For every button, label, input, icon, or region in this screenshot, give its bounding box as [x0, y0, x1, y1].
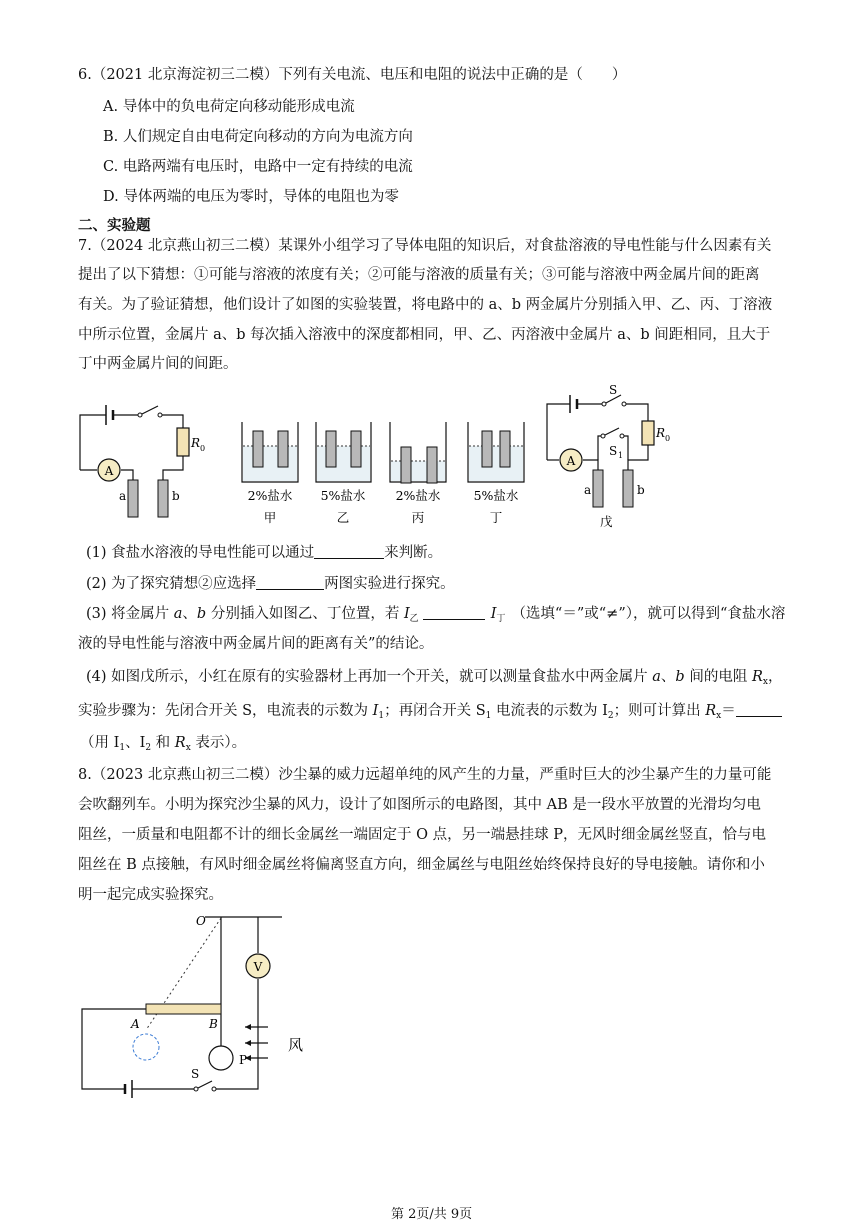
beaker-conc: 5%盐水 [473, 488, 519, 503]
label-b: b [172, 489, 180, 503]
label-s: S [191, 1067, 200, 1081]
switch-s1-label: S [609, 444, 618, 458]
label-wind: 风 [288, 1036, 304, 1054]
ammeter-label: A [566, 454, 576, 468]
q7-part-1: (1) 食盐水溶液的导电性能可以通过 来判断。 [86, 545, 443, 561]
label-b: b [637, 483, 645, 497]
switch-s-label: S [609, 383, 618, 397]
q8-stem-line: 阻丝在 B 点接触，有风时细金属丝将偏离竖直方向，细金属丝与电阻丝始终保持良好的导电接触。请你和小 [78, 857, 765, 873]
q7-part-4-line1: (4) 如图戊所示，小红在原有的实验器材上再加一个开关，就可以测量食盐水中两金属片 a、b 间的电阻 $R_x$， [86, 669, 783, 687]
switch-s1-sub: 1 [618, 451, 624, 460]
r0-label: R [191, 436, 201, 450]
q6-option-b: B. 人们规定自由电荷定向移动的方向为电流方向 [103, 129, 413, 145]
r0-sub: 0 [665, 434, 671, 443]
q7-part-2: (2) 为了探究猜想②应选择 两图实验进行探究。 [86, 576, 455, 592]
q7-part-3-line2: 液的导电性能与溶液中两金属片间的距离有关”的结论。 [78, 636, 434, 652]
q7-stem-line: 7.（2024 北京燕山初三二模）某课外小组学习了导体电阻的知识后，对食盐溶液的导电性能与什么因素有关 [78, 238, 772, 254]
q7-part-4-line2: 实验步骤为：先闭合开关 S，电流表的示数为 $I_1$；再闭合开关 $S_1$ 电流表的示数为 $I_2$；则可计算出 $R_x=$ [78, 703, 782, 723]
page-footer: 第 2页/共 9页 [391, 1207, 473, 1222]
q8-stem-line: 明一起完成实验探究。 [78, 887, 223, 903]
resistance-wire-ab [146, 1004, 221, 1014]
beaker-name: 甲 [263, 510, 277, 525]
label-b: B [209, 1017, 218, 1031]
q7-stem-line: 丁中两金属片间的间距。 [78, 356, 238, 372]
ball-p-dashed [133, 1034, 159, 1060]
q6-option-a: A. 导体中的负电荷定向移动能形成电流 [103, 99, 355, 115]
q8-stem-line: 阻丝，一质量和电阻都不计的细长金属丝一端固定于 O 点，另一端悬挂球 P，无风时细金属丝竖直，恰与电 [78, 827, 766, 843]
label-a: A [131, 1017, 140, 1031]
label-o: O [196, 914, 206, 928]
beaker-name: 丁 [489, 510, 503, 525]
section-heading: 二、实验题 [78, 217, 151, 234]
ball-p [209, 1046, 233, 1070]
q6-option-d: D. 导体两端的电压为零时，导体的电阻也为零 [103, 189, 399, 205]
q8-stem-line: 会吹翻列车。小明为探究沙尘暴的风力，设计了如图所示的电路图，其中 AB 是一段水平放置的光滑均匀电 [78, 797, 761, 813]
q7-part-3: (3) 将金属片 a、b 分别插入如图乙、丁位置，若 $I_乙$ $I_丁$ （选填“＝”或“≠”），就可以得到“食盐水溶 [86, 606, 786, 624]
label-a: a [584, 483, 592, 497]
r0-label: R [656, 426, 666, 440]
q7-stem-line: 提出了以下猜想：①可能与溶液的浓度有关；②可能与溶液的质量有关；③可能与溶液中两金属片间的距离 [78, 267, 760, 283]
beaker-conc: 2%盐水 [395, 488, 441, 503]
r0-sub: 0 [200, 444, 206, 453]
q6-stem: 6.（2021 北京海淀初三二模）下列有关电流、电压和电阻的说法中正确的是（ ） [78, 67, 627, 83]
q7-stem-line: 中所示位置，金属片 a、b 每次插入溶液中的深度都相同，甲、乙、丙溶液中金属片 a、b 间距相同，且大于 [78, 327, 771, 343]
q7-stem-line: 有关。为了验证猜想，他们设计了如图的实验装置，将电路中的 a、b 两金属片分别插入甲、乙、丙、丁溶液 [78, 297, 773, 313]
beaker-name: 丙 [411, 510, 425, 525]
q6-option-c: C. 电路两端有电压时，电路中一定有持续的电流 [103, 159, 413, 175]
q8-stem-line: 8.（2023 北京燕山初三二模）沙尘暴的威力远超单纯的风产生的力量，严重时巨大的沙尘暴产生的力量可能 [78, 767, 772, 783]
beaker-conc: 2%盐水 [247, 488, 293, 503]
voltmeter-label: V [253, 960, 263, 974]
label-p: P [239, 1053, 248, 1067]
beaker-name: 乙 [336, 510, 350, 525]
q7-part-4-line3: （用 $I_1$、$I_2$ 和 $R_x$ 表示）。 [80, 735, 247, 753]
figure-wu-label: 戊 [600, 514, 613, 529]
label-a: a [119, 489, 127, 503]
beaker-conc: 5%盐水 [320, 488, 366, 503]
ammeter-label: A [104, 464, 114, 478]
